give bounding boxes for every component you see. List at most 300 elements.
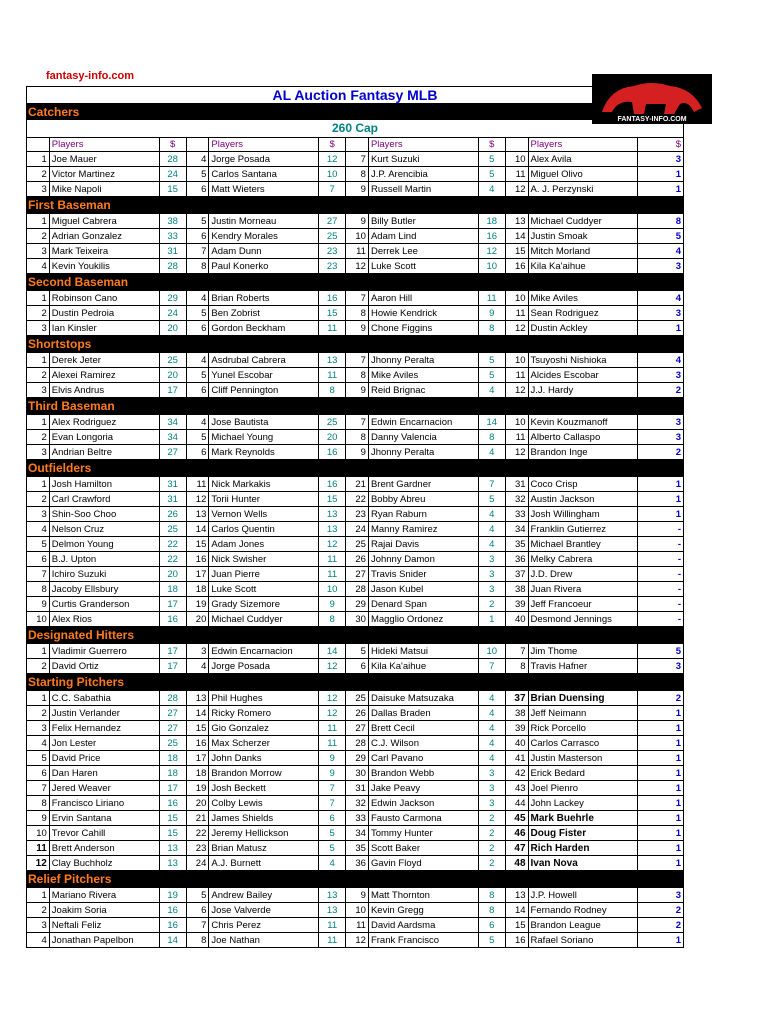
player-cell: Justin Verlander <box>49 706 159 721</box>
rank-cell: 8 <box>346 306 369 321</box>
rank-cell: 20 <box>186 796 209 811</box>
player-cell: Gavin Floyd <box>368 856 478 871</box>
price-cell: 17 <box>159 659 186 674</box>
rank-cell: 12 <box>346 259 369 274</box>
player-cell: Doug Fister <box>528 826 638 841</box>
player-cell: Adrian Gonzalez <box>49 229 159 244</box>
section-table <box>26 137 684 197</box>
rank-cell: 1 <box>27 353 50 368</box>
table-row <box>27 507 684 522</box>
rank-cell: 11 <box>346 918 369 933</box>
rank-cell: 34 <box>505 522 528 537</box>
rank-cell: 5 <box>346 644 369 659</box>
table-row <box>27 751 684 766</box>
price-cell: 38 <box>159 214 186 229</box>
rank-cell: 8 <box>505 659 528 674</box>
rank-cell: 37 <box>505 567 528 582</box>
section-header: Third Baseman <box>26 398 684 414</box>
rank-cell: 9 <box>27 811 50 826</box>
price-cell: 2 <box>478 841 505 856</box>
section-table <box>26 352 684 398</box>
table-row <box>27 167 684 182</box>
player-cell: Alcides Escobar <box>528 368 638 383</box>
table-row <box>27 182 684 197</box>
rank-cell: 14 <box>186 522 209 537</box>
rank-cell: 33 <box>346 811 369 826</box>
table-row <box>27 612 684 627</box>
rank-cell: 32 <box>346 796 369 811</box>
price-cell: 3 <box>638 306 684 321</box>
player-cell: Carlos Carrasco <box>528 736 638 751</box>
price-cell: 7 <box>478 659 505 674</box>
price-cell: 15 <box>159 182 186 197</box>
price-cell: 15 <box>319 306 346 321</box>
rank-cell: 16 <box>186 552 209 567</box>
table-row <box>27 291 684 306</box>
price-cell: 25 <box>319 415 346 430</box>
player-cell: Gio Gonzalez <box>209 721 319 736</box>
table-row <box>27 492 684 507</box>
rank-cell: 18 <box>186 582 209 597</box>
price-cell: 1 <box>638 736 684 751</box>
price-cell: 1 <box>638 706 684 721</box>
rank-cell: 7 <box>346 415 369 430</box>
rank-cell: 9 <box>346 888 369 903</box>
rank-cell: 16 <box>505 933 528 948</box>
price-cell: 1 <box>638 766 684 781</box>
rank-cell: 22 <box>186 826 209 841</box>
rank-cell: 23 <box>346 507 369 522</box>
player-cell: Danny Valencia <box>368 430 478 445</box>
player-cell: Mike Napoli <box>49 182 159 197</box>
price-cell: 2 <box>478 597 505 612</box>
player-cell: Ichiro Suzuki <box>49 567 159 582</box>
player-cell: Phil Hughes <box>209 691 319 706</box>
table-row <box>27 706 684 721</box>
price-cell: 7 <box>319 796 346 811</box>
rank-cell: 36 <box>346 856 369 871</box>
rank-cell: 3 <box>27 244 50 259</box>
player-cell: Cliff Pennington <box>209 383 319 398</box>
rank-cell: 16 <box>186 736 209 751</box>
player-cell: Manny Ramirez <box>368 522 478 537</box>
player-cell: Daisuke Matsuzaka <box>368 691 478 706</box>
price-cell: 2 <box>638 445 684 460</box>
price-cell: 4 <box>478 691 505 706</box>
price-cell: 1 <box>638 751 684 766</box>
player-cell: Kevin Gregg <box>368 903 478 918</box>
player-cell: Aaron Hill <box>368 291 478 306</box>
player-cell: Felix Hernandez <box>49 721 159 736</box>
price-cell: 13 <box>319 522 346 537</box>
rank-cell: 4 <box>27 522 50 537</box>
player-cell: Carlos Quentin <box>209 522 319 537</box>
rank-cell: 2 <box>27 229 50 244</box>
price-cell: 29 <box>159 291 186 306</box>
price-cell: 20 <box>159 567 186 582</box>
section-table <box>26 414 684 460</box>
player-cell: Mike Aviles <box>528 291 638 306</box>
price-cell: 16 <box>319 291 346 306</box>
sheet-title: AL Auction Fantasy MLB <box>272 87 438 103</box>
table-row <box>27 856 684 871</box>
player-cell: Franklin Gutierrez <box>528 522 638 537</box>
rank-cell: 7 <box>186 918 209 933</box>
price-cell: 27 <box>319 214 346 229</box>
price-cell: 4 <box>478 522 505 537</box>
price-cell: 20 <box>159 321 186 336</box>
price-cell: - <box>638 522 684 537</box>
player-cell: Fernando Rodney <box>528 903 638 918</box>
rank-cell: 1 <box>27 644 50 659</box>
rank-cell: 20 <box>186 612 209 627</box>
fantasy-info-logo <box>592 74 712 124</box>
rank-cell: 35 <box>346 841 369 856</box>
price-cell: 2 <box>478 826 505 841</box>
rank-cell: 39 <box>505 721 528 736</box>
player-cell: Curtis Granderson <box>49 597 159 612</box>
table-row <box>27 597 684 612</box>
player-cell: J.P. Howell <box>528 888 638 903</box>
price-cell: 4 <box>478 751 505 766</box>
rank-cell: 38 <box>505 706 528 721</box>
price-cell: 15 <box>159 826 186 841</box>
player-cell: Mark Buehrle <box>528 811 638 826</box>
table-row <box>27 552 684 567</box>
player-cell: Matt Wieters <box>209 182 319 197</box>
player-cell: Alex Rodriguez <box>49 415 159 430</box>
rank-cell: 5 <box>27 751 50 766</box>
player-cell: Jose Valverde <box>209 903 319 918</box>
player-cell: Scott Baker <box>368 841 478 856</box>
player-cell: A.J. Burnett <box>209 856 319 871</box>
rank-cell: 7 <box>27 781 50 796</box>
table-row <box>27 691 684 706</box>
rank-cell: 4 <box>186 152 209 167</box>
player-cell: Grady Sizemore <box>209 597 319 612</box>
price-cell: 13 <box>319 888 346 903</box>
section-header: Second Baseman <box>26 274 684 290</box>
player-cell: Josh Willingham <box>528 507 638 522</box>
player-cell: Edwin Encarnacion <box>209 644 319 659</box>
price-cell: 27 <box>159 445 186 460</box>
price-cell: 1 <box>638 507 684 522</box>
player-cell: David Aardsma <box>368 918 478 933</box>
price-cell: 23 <box>319 259 346 274</box>
player-cell: Kevin Kouzmanoff <box>528 415 638 430</box>
player-cell: Miguel Olivo <box>528 167 638 182</box>
price-cell: 2 <box>638 383 684 398</box>
rank-cell: 1 <box>27 691 50 706</box>
price-cell: 1 <box>638 856 684 871</box>
rank-cell: 11 <box>505 430 528 445</box>
player-cell: Brett Anderson <box>49 841 159 856</box>
rank-cell: 10 <box>505 291 528 306</box>
player-cell: Brian Duensing <box>528 691 638 706</box>
price-cell: 5 <box>319 826 346 841</box>
player-cell: Chone Figgins <box>368 321 478 336</box>
rank-cell: 3 <box>27 918 50 933</box>
price-cell: - <box>638 582 684 597</box>
rank-cell: 24 <box>346 522 369 537</box>
player-cell: Sean Rodriguez <box>528 306 638 321</box>
player-cell: Elvis Andrus <box>49 383 159 398</box>
rank-cell: 33 <box>505 507 528 522</box>
player-cell: Dallas Braden <box>368 706 478 721</box>
price-cell: 5 <box>478 167 505 182</box>
price-cell: 1 <box>638 321 684 336</box>
rank-cell: 47 <box>505 841 528 856</box>
rank-cell: 42 <box>505 766 528 781</box>
rank-cell: 17 <box>186 567 209 582</box>
header-blank <box>27 138 50 152</box>
header-dollar: $ <box>159 138 186 152</box>
rank-cell: 11 <box>505 306 528 321</box>
header-blank <box>346 138 369 152</box>
rank-cell: 10 <box>27 612 50 627</box>
rank-cell: 19 <box>186 781 209 796</box>
rank-cell: 6 <box>186 321 209 336</box>
player-cell: Kendry Morales <box>209 229 319 244</box>
rank-cell: 5 <box>186 167 209 182</box>
rank-cell: 7 <box>27 567 50 582</box>
rank-cell: 14 <box>505 903 528 918</box>
rank-cell: 7 <box>505 644 528 659</box>
rank-cell: 8 <box>186 933 209 948</box>
price-cell: 4 <box>478 721 505 736</box>
price-cell: 4 <box>638 244 684 259</box>
player-cell: Tommy Hunter <box>368 826 478 841</box>
player-cell: Brandon Morrow <box>209 766 319 781</box>
price-cell: 4 <box>638 291 684 306</box>
price-cell: 13 <box>159 856 186 871</box>
price-cell: 18 <box>478 214 505 229</box>
table-row <box>27 796 684 811</box>
player-cell: C.J. Wilson <box>368 736 478 751</box>
table-row <box>27 229 684 244</box>
price-cell: 13 <box>319 507 346 522</box>
price-cell: 16 <box>478 229 505 244</box>
rank-cell: 5 <box>186 888 209 903</box>
player-cell: Jon Lester <box>49 736 159 751</box>
price-cell: 12 <box>319 152 346 167</box>
player-cell: Brent Gardner <box>368 477 478 492</box>
player-cell: Vernon Wells <box>209 507 319 522</box>
player-cell: Rich Harden <box>528 841 638 856</box>
player-cell: Russell Martin <box>368 182 478 197</box>
player-cell: Vladimir Guerrero <box>49 644 159 659</box>
rank-cell: 2 <box>27 430 50 445</box>
price-cell: 5 <box>478 152 505 167</box>
price-cell: 24 <box>159 306 186 321</box>
rank-cell: 2 <box>27 706 50 721</box>
player-cell: Gordon Beckham <box>209 321 319 336</box>
price-cell: 1 <box>638 182 684 197</box>
price-cell: 12 <box>478 244 505 259</box>
player-cell: Shin-Soo Choo <box>49 507 159 522</box>
price-cell: 4 <box>478 445 505 460</box>
rank-cell: 6 <box>186 445 209 460</box>
price-cell: 2 <box>638 903 684 918</box>
player-cell: Justin Smoak <box>528 229 638 244</box>
rank-cell: 6 <box>186 383 209 398</box>
player-cell: A. J. Perzynski <box>528 182 638 197</box>
price-cell: 12 <box>319 659 346 674</box>
rank-cell: 8 <box>346 167 369 182</box>
rank-cell: 12 <box>505 445 528 460</box>
table-row <box>27 766 684 781</box>
player-cell: Fausto Carmona <box>368 811 478 826</box>
player-cell: Kila Ka'aihue <box>368 659 478 674</box>
rank-cell: 9 <box>346 214 369 229</box>
table-row <box>27 811 684 826</box>
table-row <box>27 781 684 796</box>
rank-cell: 27 <box>346 721 369 736</box>
rank-cell: 2 <box>27 167 50 182</box>
price-cell: 31 <box>159 477 186 492</box>
price-cell: 8 <box>478 888 505 903</box>
player-cell: Jonathan Papelbon <box>49 933 159 948</box>
rank-cell: 7 <box>186 244 209 259</box>
player-cell: Denard Span <box>368 597 478 612</box>
player-cell: Bobby Abreu <box>368 492 478 507</box>
player-cell: Michael Cuddyer <box>209 612 319 627</box>
price-cell: 3 <box>478 796 505 811</box>
player-cell: Nick Swisher <box>209 552 319 567</box>
rank-cell: 48 <box>505 856 528 871</box>
player-cell: Brandon League <box>528 918 638 933</box>
rank-cell: 22 <box>346 492 369 507</box>
price-cell: 1 <box>638 781 684 796</box>
price-cell: 11 <box>319 721 346 736</box>
price-cell: 9 <box>319 751 346 766</box>
player-cell: Jason Kubel <box>368 582 478 597</box>
price-cell: 4 <box>638 353 684 368</box>
rank-cell: 3 <box>27 383 50 398</box>
player-cell: Dustin Ackley <box>528 321 638 336</box>
player-cell: Matt Thornton <box>368 888 478 903</box>
price-cell: 1 <box>638 826 684 841</box>
price-cell: 3 <box>478 582 505 597</box>
player-cell: Jake Peavy <box>368 781 478 796</box>
table-row <box>27 888 684 903</box>
price-cell: 11 <box>319 918 346 933</box>
player-cell: Carl Pavano <box>368 751 478 766</box>
price-cell: 26 <box>159 507 186 522</box>
rank-cell: 4 <box>27 259 50 274</box>
price-cell: 1 <box>638 796 684 811</box>
player-cell: Chris Perez <box>209 918 319 933</box>
price-cell: 28 <box>159 152 186 167</box>
player-cell: Josh Hamilton <box>49 477 159 492</box>
player-cell: Joe Nathan <box>209 933 319 948</box>
price-cell: 18 <box>159 766 186 781</box>
price-cell: 22 <box>159 537 186 552</box>
player-cell: Trevor Cahill <box>49 826 159 841</box>
price-cell: 8 <box>319 383 346 398</box>
price-cell: 6 <box>319 811 346 826</box>
price-cell: 4 <box>478 736 505 751</box>
rank-cell: 1 <box>27 888 50 903</box>
rank-cell: 29 <box>346 751 369 766</box>
price-cell: 5 <box>638 644 684 659</box>
rank-cell: 21 <box>186 811 209 826</box>
section-table <box>26 213 684 274</box>
price-cell: 4 <box>478 537 505 552</box>
price-cell: 7 <box>478 477 505 492</box>
player-cell: Andrian Beltre <box>49 445 159 460</box>
price-cell: 13 <box>319 353 346 368</box>
player-cell: Josh Beckett <box>209 781 319 796</box>
table-row <box>27 933 684 948</box>
price-cell: 2 <box>478 811 505 826</box>
price-cell: 6 <box>478 918 505 933</box>
price-cell: 12 <box>319 537 346 552</box>
player-cell: Michael Young <box>209 430 319 445</box>
section-header: First Baseman <box>26 197 684 213</box>
rank-cell: 8 <box>346 430 369 445</box>
table-row <box>27 841 684 856</box>
rank-cell: 11 <box>346 244 369 259</box>
price-cell: 25 <box>159 353 186 368</box>
section-header: Designated Hitters <box>26 627 684 643</box>
player-cell: John Danks <box>209 751 319 766</box>
rank-cell: 44 <box>505 796 528 811</box>
section-table <box>26 290 684 336</box>
rank-cell: 31 <box>346 781 369 796</box>
player-cell: Derrek Lee <box>368 244 478 259</box>
rank-cell: 38 <box>505 582 528 597</box>
player-cell: Adam Jones <box>209 537 319 552</box>
player-cell: Carlos Santana <box>209 167 319 182</box>
player-cell: Travis Snider <box>368 567 478 582</box>
table-row <box>27 721 684 736</box>
price-cell: 5 <box>319 841 346 856</box>
price-cell: 24 <box>159 167 186 182</box>
section-header: Relief Pitchers <box>26 871 684 887</box>
rank-cell: 21 <box>346 477 369 492</box>
rank-cell: 2 <box>27 659 50 674</box>
price-cell: 15 <box>319 492 346 507</box>
rank-cell: 30 <box>346 612 369 627</box>
price-cell: 2 <box>478 856 505 871</box>
section-header: Starting Pitchers <box>26 674 684 690</box>
price-cell: 8 <box>638 214 684 229</box>
player-cell: Jorge Posada <box>209 152 319 167</box>
table-row <box>27 368 684 383</box>
player-cell: C.C. Sabathia <box>49 691 159 706</box>
rank-cell: 4 <box>186 415 209 430</box>
player-cell: Justin Morneau <box>209 214 319 229</box>
price-cell: 34 <box>159 415 186 430</box>
price-cell: 2 <box>638 691 684 706</box>
player-cell: Asdrubal Cabrera <box>209 353 319 368</box>
player-cell: Juan Pierre <box>209 567 319 582</box>
player-cell: Ivan Nova <box>528 856 638 871</box>
price-cell: 1 <box>638 167 684 182</box>
rank-cell: 5 <box>186 214 209 229</box>
rank-cell: 9 <box>27 597 50 612</box>
price-cell: 3 <box>478 781 505 796</box>
price-cell: 11 <box>319 321 346 336</box>
cap-label: 260 Cap <box>26 120 684 137</box>
player-cell: Brandon Webb <box>368 766 478 781</box>
player-cell: Howie Kendrick <box>368 306 478 321</box>
player-cell: Erick Bedard <box>528 766 638 781</box>
table-row <box>27 477 684 492</box>
price-cell: 16 <box>159 796 186 811</box>
price-cell: 16 <box>159 918 186 933</box>
